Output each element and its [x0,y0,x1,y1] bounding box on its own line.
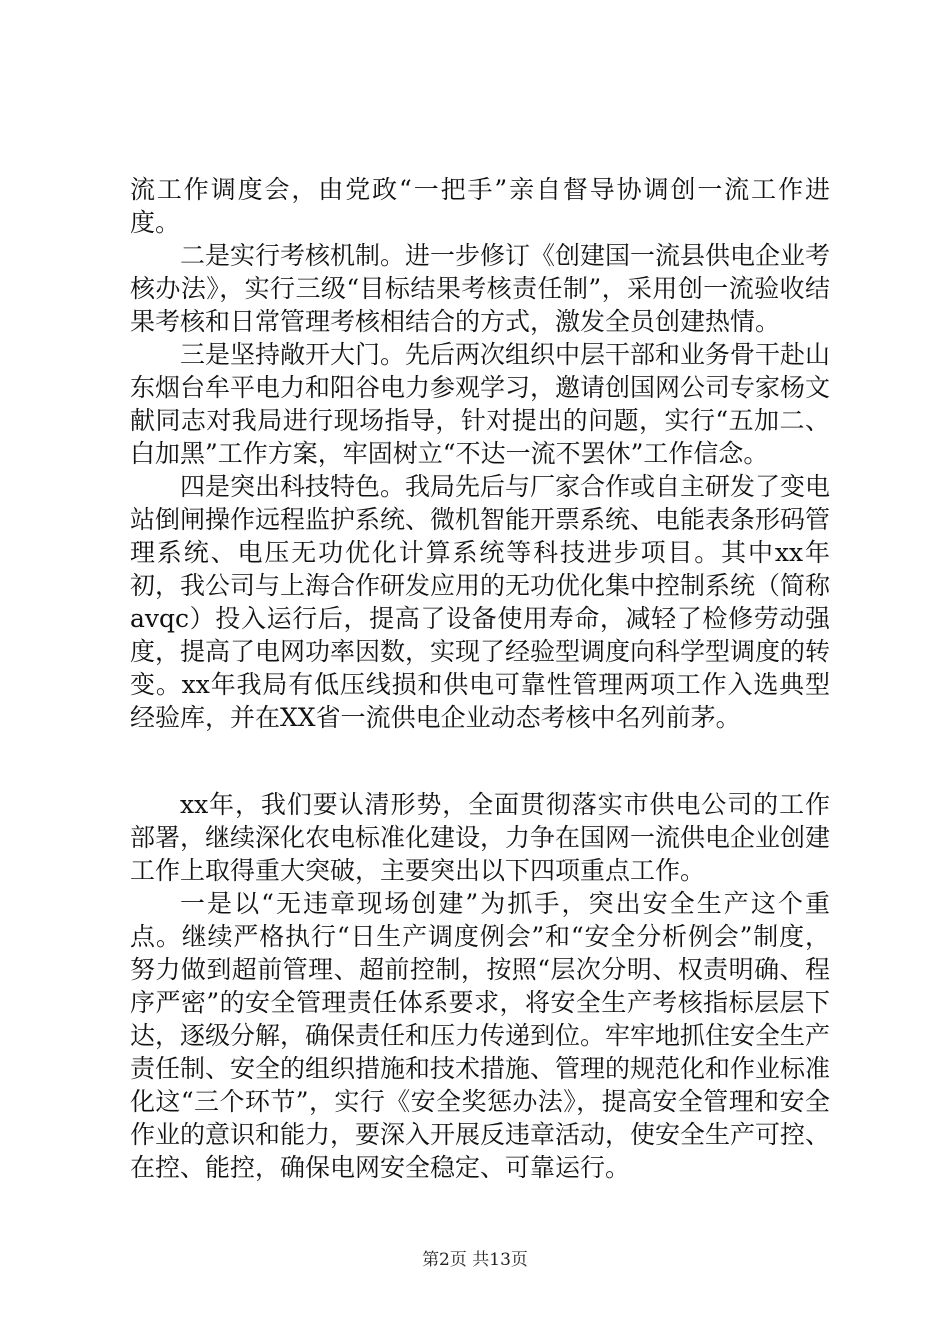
paragraph-intro: xx年，我们要认清形势，全面贯彻落实市供电公司的工作部署，继续深化农电标准化建设，力争在国网一流供电企业创建工作上取得重大突破，主要突出以下四项重点工作。 [130,790,831,885]
paragraph-continuation: 流工作调度会，由党政“一把手”亲自督导协调创一流工作进度。 [130,175,830,237]
paragraph-technology: 四是突出科技特色。我局先后与厂家合作或自主研发了变电站倒闸操作远程监护系统、微机智能开票系统、电能表条形码管理系统、电压无功优化计算系统等科技进步项目。其中xx年初，我公司与上海合作研发应用的无功优化集中控制系统（简称avqc）投入运行后，提高了设备使用寿命，减轻了检修劳动强度，提高了电网功率因数，实现了经验型调度向科学型调度的转变。xx年我局有低压线损和供电可靠性管理两项工作入选典型经验库，并在XX省一流供电企业动态考核中名列前茅。 [130,472,831,732]
paragraph-safety: 一是以“无违章现场创建”为抓手，突出安全生产这个重点。继续严格执行“日生产调度例会”和“安全分析例会”制度，努力做到超前管理、超前控制，按照“层次分明、权责明确、程序严密”的安全管理责任体系要求，将安全生产考核指标层层下达，逐级分解，确保责任和压力传递到位。牢牢地抓住安全生产责任制、安全的组织措施和技术措施、管理的规范化和作业标准化这“三个环节”，实行《安全奖惩办法》，提高安全管理和安全作业的意识和能力，要深入开展反违章活动，使安全生产可控、在控、能控，确保电网安全稳定、可靠运行。 [130,889,831,1182]
page-footer: 第2页 共13页 [422,1250,528,1270]
paragraph-assessment: 二是实行考核机制。进一步修订《创建国一流县供电企业考核办法》，实行三级“目标结果考核责任制”，采用创一流验收结果考核和日常管理考核相结合的方式，激发全员创建热情。 [130,241,831,336]
text-section-2 [130,788,830,1184]
paragraph-open-door: 三是坚持敞开大门。先后两次组织中层干部和业务骨干赴山东烟台牟平电力和阳谷电力参观学习，邀请创国网公司专家杨文献同志对我局进行现场指导，针对提出的问题，实行“五加二、白加黑”工作方案，牢固树立“不达一流不罢休”工作信念。 [130,340,831,468]
text-section-1 [130,173,830,734]
